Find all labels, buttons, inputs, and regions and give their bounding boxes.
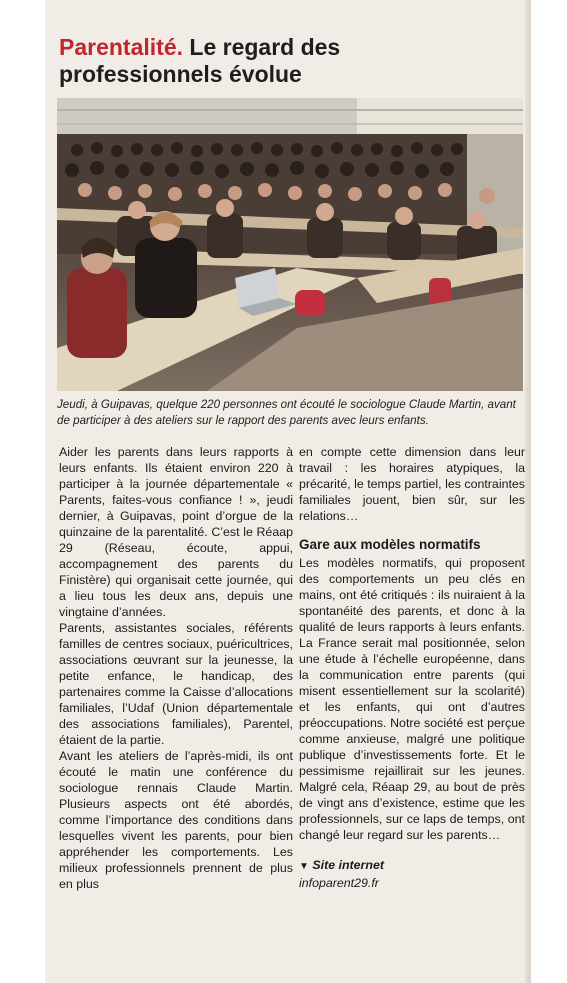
subheading: Gare aux modèles normatifs: [299, 537, 481, 552]
newspaper-clipping: [45, 0, 531, 983]
photo-caption: Jeudi, à Guipavas, quelque 220 personnes ont écouté le sociologue Claude Martin, avant de participer à des ateliers sur le rapport des parents avec leurs enfants.: [57, 398, 516, 427]
headline-title: Le regard des professionnels évolue: [59, 34, 341, 87]
site-label: Site internet: [312, 858, 384, 872]
conference-photo: [57, 98, 523, 391]
paragraph: en compte cette dimension dans leur travail : les horaires atypiques, la précarité, le temps partiel, les contraintes familiales jouent, bien sûr, sur les relations…: [299, 445, 525, 523]
paragraph: Avant les ateliers de l’après-midi, ils ont écouté le matin une conférence du sociologue rennais Claude Martin. Plusieurs aspects ont été abordés, comme l’importance des conditions dans lesquelles vivent les parents, pour bien appréhender les comportements. Les milieux professionnels prennent de plus en plus: [59, 749, 293, 891]
paragraph: Parents, assistantes sociales, référents familles de centres sociaux, puéricultrices, associations œuvrant sur la jeunesse, la petite enfance, le handicap, des partenaires comme la Caisse d’allocations familiales, l’Udaf (Union départementale des associations familiales), Parentel, étaient de la partie.: [59, 621, 293, 747]
left-column: [59, 444, 293, 892]
adjacent-page-edge: [525, 0, 531, 983]
triangle-down-icon: ▼: [299, 861, 309, 872]
site-url[interactable]: infoparent29.fr: [299, 876, 379, 890]
auditorium-illustration: [57, 98, 523, 391]
headline-kicker: Parentalité.: [59, 34, 183, 60]
paragraph: Aider les parents dans leurs rapports à leurs enfants. Ils étaient environ 220 à participer à la journée départementale « Parents, faites-vous confiance ! », jeudi dernier, à Guipavas, point d’orgue de la quinzaine de la parentalité. C’est le Réaap 29 (Réseau, écoute, appui, accompagnement des parents du Finistère) qui organisait cette journée, qui a lieu tous les deux ans, depuis une vingtaine d’années.: [59, 445, 293, 619]
right-column: [299, 444, 525, 891]
site-reference: [299, 857, 525, 891]
paragraph: Les modèles normatifs, qui proposent des comportements un peu clés en mains, ont été critiqués : ils nuiraient à la spontanéité des parents, et donc à la qualité de leurs rapports à leurs enfants. La France serait mal positionnée, selon une étude à l’échelle européenne, dans la communication entre parents (qui misent essentiellement sur la scolarité) et les enfants, qui ont d’autres préoccupations. Notre société est perçue comme anxieuse, malgré une politique publique d’investissements forte. Et le pessimisme rejaillirait sur les jeunes. Malgré cela, Réaap 29, au bout de près de vingt ans d’existence, estime que les professionnels, sur ce laps de temps, ont changé leur regard sur les parents…: [299, 556, 525, 842]
article-headline: [59, 34, 489, 88]
